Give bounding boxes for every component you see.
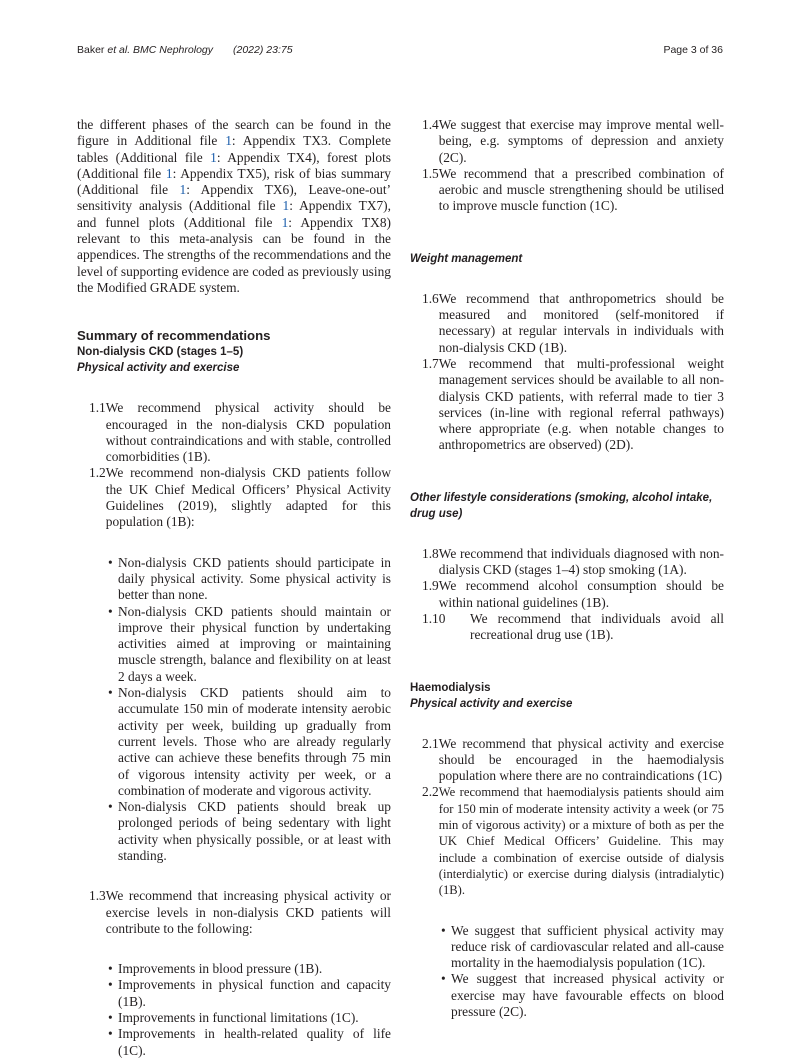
bullet-icon: •: [441, 922, 446, 938]
bullet-icon: •: [108, 1010, 113, 1026]
summary-heading: Summary of recommendations: [77, 328, 271, 344]
header-etal: et al.: [107, 44, 131, 56]
recommendation-1-7: 1.7 We recommend that multi-professional weight management services should be available to all non-dialysis CKD patients, with referral made to tier 3 services (in-line with regional referral pathways) where appropriate (e.g. when notable changes to anthropometrics are observed) (2D).: [422, 355, 724, 453]
bullet-item: • Non-dialysis CKD patients should maintain or improve their physical function by undertaking activities aimed at improving or maintaining muscle strength, balance and flexibility on at least 2 days a week.: [108, 603, 391, 684]
recommendation-1-8: 1.8 We recommend that individuals diagnosed with non-dialysis CKD (stages 1–4) stop smoking (1A).: [422, 545, 724, 578]
recommendation-1-4: 1.4 We suggest that exercise may improve mental well-being, e.g. symptoms of depression and anxiety (2C).: [422, 117, 724, 165]
subheading-physical-activity: Physical activity and exercise: [77, 362, 240, 375]
bullet-icon: •: [108, 603, 113, 619]
bullet-item: • Improvements in health-related quality of life (1C).: [108, 1026, 391, 1058]
bullet-item: • Non-dialysis CKD patients should aim to accumulate 150 min of moderate intensity aerobic activity per week, building up gradually from current levels. Those who are already regularly active can achieve these benefits through 75 min of vigorous intensity activity per week, or a combination of moderate and vigorous activity.: [108, 685, 391, 798]
bullet-icon: •: [108, 799, 113, 815]
recommendation-1-1: 1.1 We recommend physical activity should be encouraged in the non-dialysis CKD population without contraindications and with stable, controlled comorbidities (1B).: [89, 400, 391, 465]
subheading-weight-management: Weight management: [410, 252, 523, 265]
subheading-other-lifestyle: Other lifestyle considerations (smoking, alcohol intake, drug use): [410, 491, 713, 520]
header-authors: Baker: [77, 44, 108, 56]
header-journal: BMC Nephrology: [130, 44, 213, 56]
running-header: [77, 44, 293, 56]
section-heading-haemodialysis: Haemodialysis: [410, 681, 491, 694]
bullet-icon: •: [108, 1026, 113, 1042]
section-heading-non-dialysis: Non-dialysis CKD (stages 1–5): [77, 346, 244, 359]
bullet-icon: •: [108, 685, 113, 701]
page-number: Page 3 of 36: [663, 44, 723, 56]
recommendation-2-1: 2.1 We recommend that physical activity and exercise should be encouraged in the haemodialysis population where there are no contraindications (1C): [422, 735, 724, 784]
intro-paragraph: the different phases of the search can be found in the figure in Additional file 1: Appendix TX3. Complete tables (Additional file 1: Appendix TX4), forest plots (Additional file 1: Appendix TX5), risk of bias summary (Additional file 1: Appendix TX6), Leave-one-out’ sensitivity analysis (Additional file 1: Appendix TX7), and funnel plots (Additional file 1: Appendix TX8) relevant to this meta-analysis can be found in the appendices. The strengths of the recommendations and the level of supporting evidence are coded as previously using the Modified GRADE system.: [77, 117, 391, 295]
bullet-icon: •: [108, 977, 113, 993]
recommendation-1-10: 1.10 We recommend that individuals avoid all recreational drug use (1B).: [422, 610, 724, 643]
bullet-item: • We suggest that sufficient physical activity may reduce risk of cardiovascular related and all-cause mortality in the haemodialysis population (1C).: [441, 922, 724, 971]
bullet-icon: •: [108, 961, 113, 977]
bullet-icon: •: [441, 971, 446, 987]
recommendation-1-9: 1.9 We recommend alcohol consumption should be within national guidelines (1B).: [422, 578, 724, 610]
bullet-item: • Non-dialysis CKD patients should break up prolonged periods of being sedentary with light activity when physically possible, or at least with standing.: [108, 799, 391, 863]
bullet-item: • Improvements in functional limitations (1C).: [108, 1010, 359, 1026]
left-column: [77, 117, 391, 1059]
recommendation-1-6: 1.6 We recommend that anthropometrics should be measured and monitored (self-monitored if necessary) at regular intervals in individuals with non-dialysis CKD (1B).: [422, 290, 724, 355]
bullet-item: • We suggest that increased physical activity or exercise may have favourable effects on blood pressure (2C).: [441, 971, 724, 1019]
right-column: [410, 117, 724, 1020]
recommendation-1-3: 1.3 We recommend that increasing physical activity or exercise levels in non-dialysis CKD patients will contribute to the following:: [89, 888, 391, 936]
recommendation-1-2: 1.2 We recommend non-dialysis CKD patients follow the UK Chief Medical Officers’ Physical Activity Guidelines (2019), slightly adapted for this population (1B):: [89, 465, 391, 530]
header-year-volume: (2022) 23:75: [233, 44, 293, 56]
subheading-hd-physical-activity: Physical activity and exercise: [410, 697, 573, 710]
bullet-icon: •: [108, 554, 113, 570]
recommendation-1-5: 1.5 We recommend that a prescribed combination of aerobic and muscle strengthening should be utilised to improve muscle function (1C).: [422, 165, 724, 214]
bullet-item: • Improvements in blood pressure (1B).: [108, 961, 323, 977]
bullet-item: • Non-dialysis CKD patients should participate in daily physical activity. Some physical activity is better than none.: [108, 554, 391, 603]
recommendation-2-2: 2.2 We recommend that haemodialysis patients should aim for 150 min of moderate intensity activity a week (or 75 min of vigorous activity) or a mixture of both as per the UK Chief Medical Officers’ Guideline. This may include a combination of exercise outside of dialysis (interdialytic) or exercise during dialysis (intradialytic) (1B).: [422, 784, 724, 898]
bullet-item: • Improvements in physical function and capacity (1B).: [108, 977, 391, 1009]
